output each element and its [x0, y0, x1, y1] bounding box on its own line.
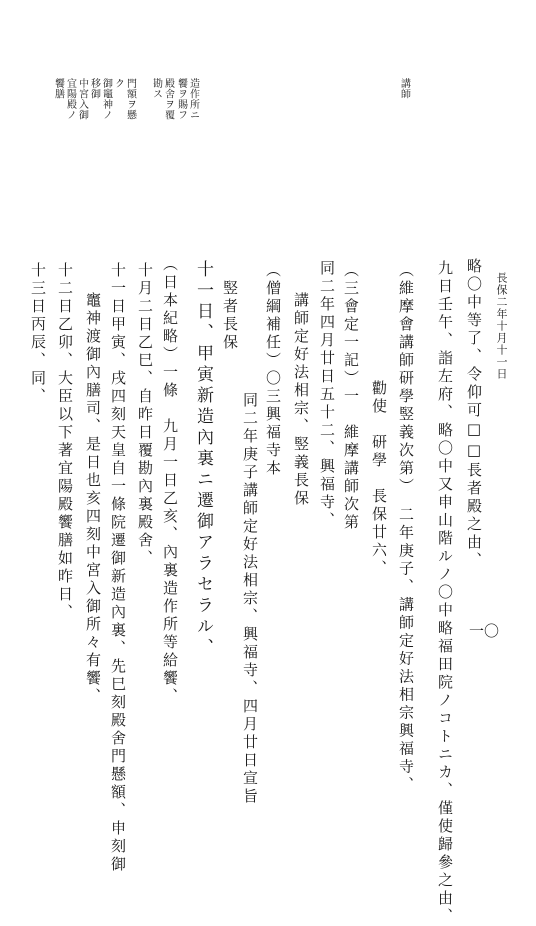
text-column-9: 同二年庚子講師定好法相宗、興福寺、四月廿日宣旨: [241, 392, 259, 806]
margin-note-7: 御竈神ノ: [100, 78, 112, 120]
margin-note-6: ク: [112, 78, 124, 89]
margin-note-1: 造作所ニ: [187, 78, 199, 120]
text-column-14: 十一日甲寅、戌四刻天皇自一條院遷御新造內裏、先巳刻殿舍門懸額、申刻御: [109, 262, 127, 874]
text-column-7: 講師定好法相宗、竪義長保: [292, 292, 310, 508]
text-column-4: 勸使 研學 長保廿六、: [370, 380, 388, 578]
page-number: 一〇: [469, 622, 500, 640]
margin-note-4: 勘ス: [150, 78, 162, 99]
text-column-2: 九日壬午、詣左府、略〇中又申山階ルノ〇中略福田院ノコトニカ、僅使歸參之由、: [436, 260, 454, 926]
text-column-13: 十月二日乙巳、自昨日覆勘內裏殿舍、: [136, 262, 154, 568]
margin-note-8: 移御: [88, 78, 100, 99]
text-column-17: 十三日丙辰、同、: [29, 262, 47, 406]
text-column-1: 略〇中等了、令仰可□□長者殿之由、: [465, 258, 483, 570]
text-column-3: （維摩會講師研學竪義次第） 二年庚子、講師定好法相宗興福寺、: [397, 262, 415, 795]
margin-note-11: 饗膳: [52, 78, 64, 99]
text-column-8: （僧綱補任）〇三興福寺本: [264, 262, 282, 478]
text-column-10: 竪者長保: [221, 280, 239, 352]
running-header: 長保二年十月十一日: [495, 272, 508, 380]
text-column-6: 同二年四月廿日五十二、興福寺、: [318, 260, 336, 530]
margin-note-2: 饗ヲ賜フ: [175, 78, 187, 120]
margin-note-3: 殿舍ヲ覆: [162, 78, 174, 120]
text-column-15: 竈神渡御內膳司、是日也亥四刻中宮入御所々有饗、: [84, 292, 102, 706]
margin-note-kyoshi: 講師: [398, 78, 410, 99]
text-column-16: 十二日乙卯、大臣以下著宜陽殿饗膳如昨日、: [56, 262, 74, 622]
margin-note-5: 門額ヲ懸: [124, 78, 136, 120]
section-heading: 十一日、甲寅新造內裏ニ遷御アラセラル、: [193, 260, 213, 659]
margin-note-9: 中宮入御: [76, 78, 88, 120]
text-column-5: （三會定一記）一 維摩講師次第: [342, 262, 360, 532]
margin-note-10: 宜陽殿ノ: [64, 78, 76, 120]
text-column-12: （日本紀略）一條 九月一日乙亥、內裏造作所等給饗、: [161, 256, 179, 706]
